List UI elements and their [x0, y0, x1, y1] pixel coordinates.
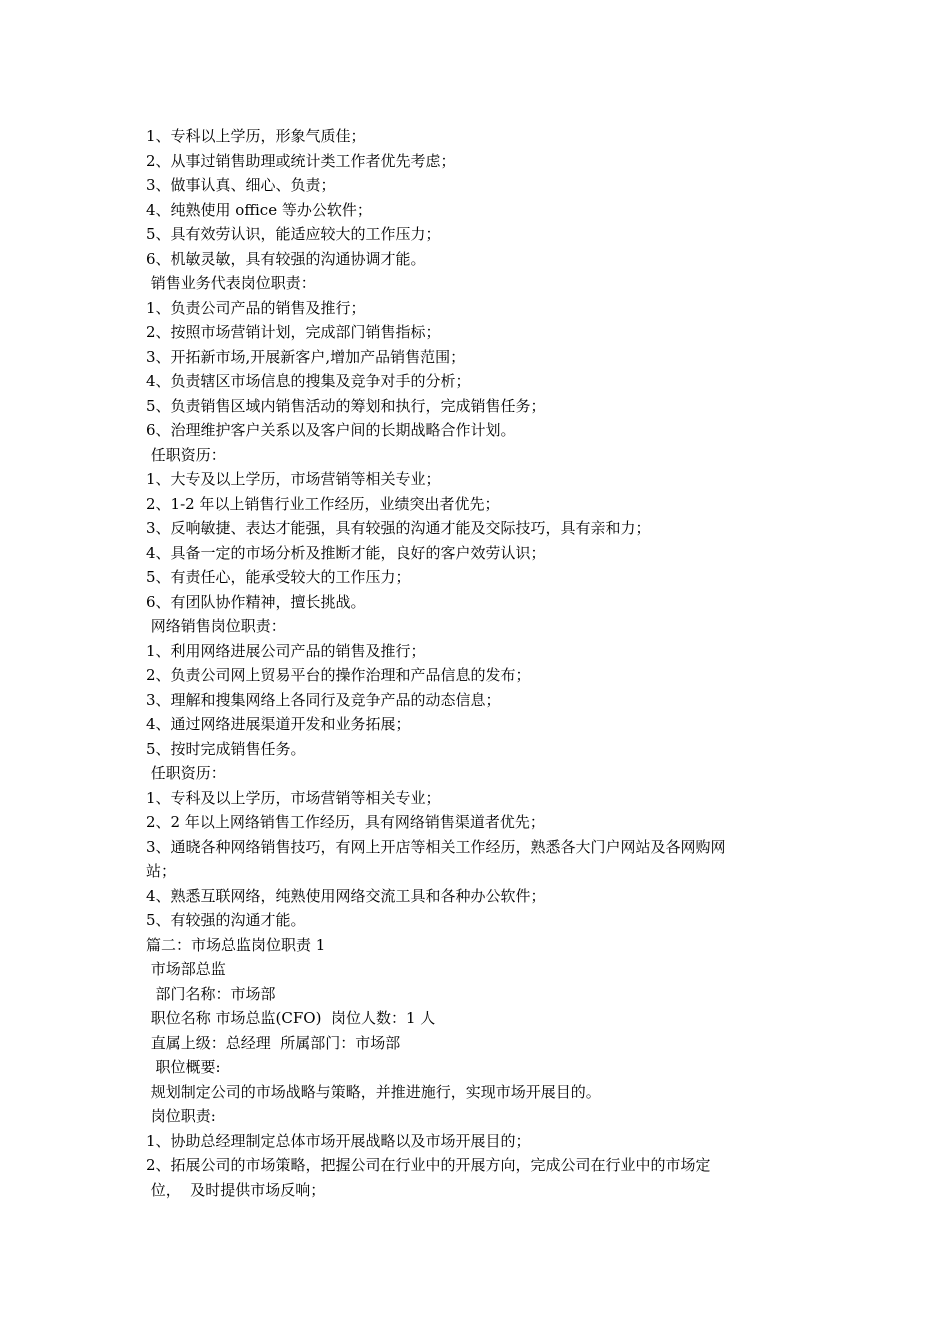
text-line: 2、1-2 年以上销售行业工作经历，业绩突出者优先； — [146, 494, 500, 513]
text-line: 2、从事过销售助理或统计类工作者优先考虑； — [146, 151, 456, 170]
text-line: 规划制定公司的市场战略与策略，并推进施行，实现市场开展目的。 — [146, 1082, 601, 1101]
text-line: 1、协助总经理制定总体市场开展战略以及市场开展目的； — [146, 1131, 531, 1150]
text-line: 直属上级：总经理 所属部门：市场部 — [146, 1033, 401, 1052]
text-line: 5、具有效劳认识，能适应较大的工作压力； — [146, 225, 441, 243]
text-line: 2、负责公司网上贸易平台的操作治理和产品信息的发布； — [146, 666, 531, 684]
text-line: 2、2 年以上网络销售工作经历，具有网络销售渠道者优先； — [146, 813, 545, 831]
text-line: 3、反响敏捷、表达才能强，具有较强的沟通才能及交际技巧，具有亲和力； — [146, 519, 651, 537]
text-line: 5、有责任心，能承受较大的工作压力； — [146, 568, 411, 586]
text-line: 4、通过网络进展渠道开发和业务拓展； — [146, 715, 411, 733]
text-line: 3、理解和搜集网络上各同行及竞争产品的动态信息； — [146, 690, 501, 709]
text-line: 2、按照市场营销计划，完成部门销售指标； — [146, 323, 441, 341]
text-line: 部门名称：市场部 — [146, 984, 276, 1003]
text-line: 位， 及时提供市场反响； — [146, 1180, 326, 1199]
text-line: 职位概要: — [146, 1058, 221, 1076]
section-heading: 销售业务代表岗位职责： — [146, 274, 316, 292]
text-line: 4、纯熟使用 office 等办公软件； — [146, 200, 372, 219]
text-line: 1、专科及以上学历，市场营销等相关专业； — [146, 788, 441, 807]
text-line: 6、治理维护客户关系以及客户间的长期战略合作计划。 — [146, 421, 516, 439]
section-heading: 任职资历： — [146, 445, 226, 464]
text-line: 6、机敏灵敏，具有较强的沟通协调才能。 — [146, 249, 426, 268]
text-line: 1、大专及以上学历，市场营销等相关专业； — [146, 470, 441, 488]
text-line: 5、有较强的沟通才能。 — [146, 911, 306, 929]
text-line: 职位名称 市场总监(CFO) 岗位人数：1 人 — [146, 1009, 436, 1027]
text-line: 3、开拓新市场,开展新客户,增加产品销售范围； — [146, 347, 466, 366]
text-line: 3、做事认真、细心、负责； — [146, 176, 336, 194]
text-line: 4、负责辖区市场信息的搜集及竞争对手的分析； — [146, 372, 471, 390]
document-body — [146, 124, 826, 1202]
text-line: 4、具备一定的市场分析及推断才能，良好的客户效劳认识； — [146, 543, 546, 562]
section-heading: 网络销售岗位职责： — [146, 617, 286, 635]
text-line: 1、利用网络进展公司产品的销售及推行； — [146, 641, 426, 660]
section-heading: 岗位职责: — [146, 1107, 216, 1125]
text-line: 站； — [146, 862, 177, 880]
text-line: 5、按时完成销售任务。 — [146, 739, 306, 758]
text-line: 市场部总监 — [146, 960, 226, 978]
text-line: 2、拓展公司的市场策略，把握公司在行业中的开展方向，完成公司在行业中的市场定 — [146, 1156, 711, 1174]
text-line: 4、熟悉互联网络，纯熟使用网络交流工具和各种办公软件； — [146, 886, 546, 905]
section-title: 篇二：市场总监岗位职责 1 — [146, 935, 326, 954]
text-line: 1、负责公司产品的销售及推行； — [146, 298, 366, 317]
text-line: 3、通晓各种网络销售技巧，有网上开店等相关工作经历，熟悉各大门户网站及各网购网 — [146, 837, 726, 856]
text-line: 1、专科以上学历，形象气质佳； — [146, 127, 366, 145]
text-line: 5、负责销售区域内销售活动的筹划和执行，完成销售任务； — [146, 396, 546, 415]
text-line: 6、有团队协作精神，擅长挑战。 — [146, 592, 366, 611]
section-heading: 任职资历： — [146, 764, 226, 782]
